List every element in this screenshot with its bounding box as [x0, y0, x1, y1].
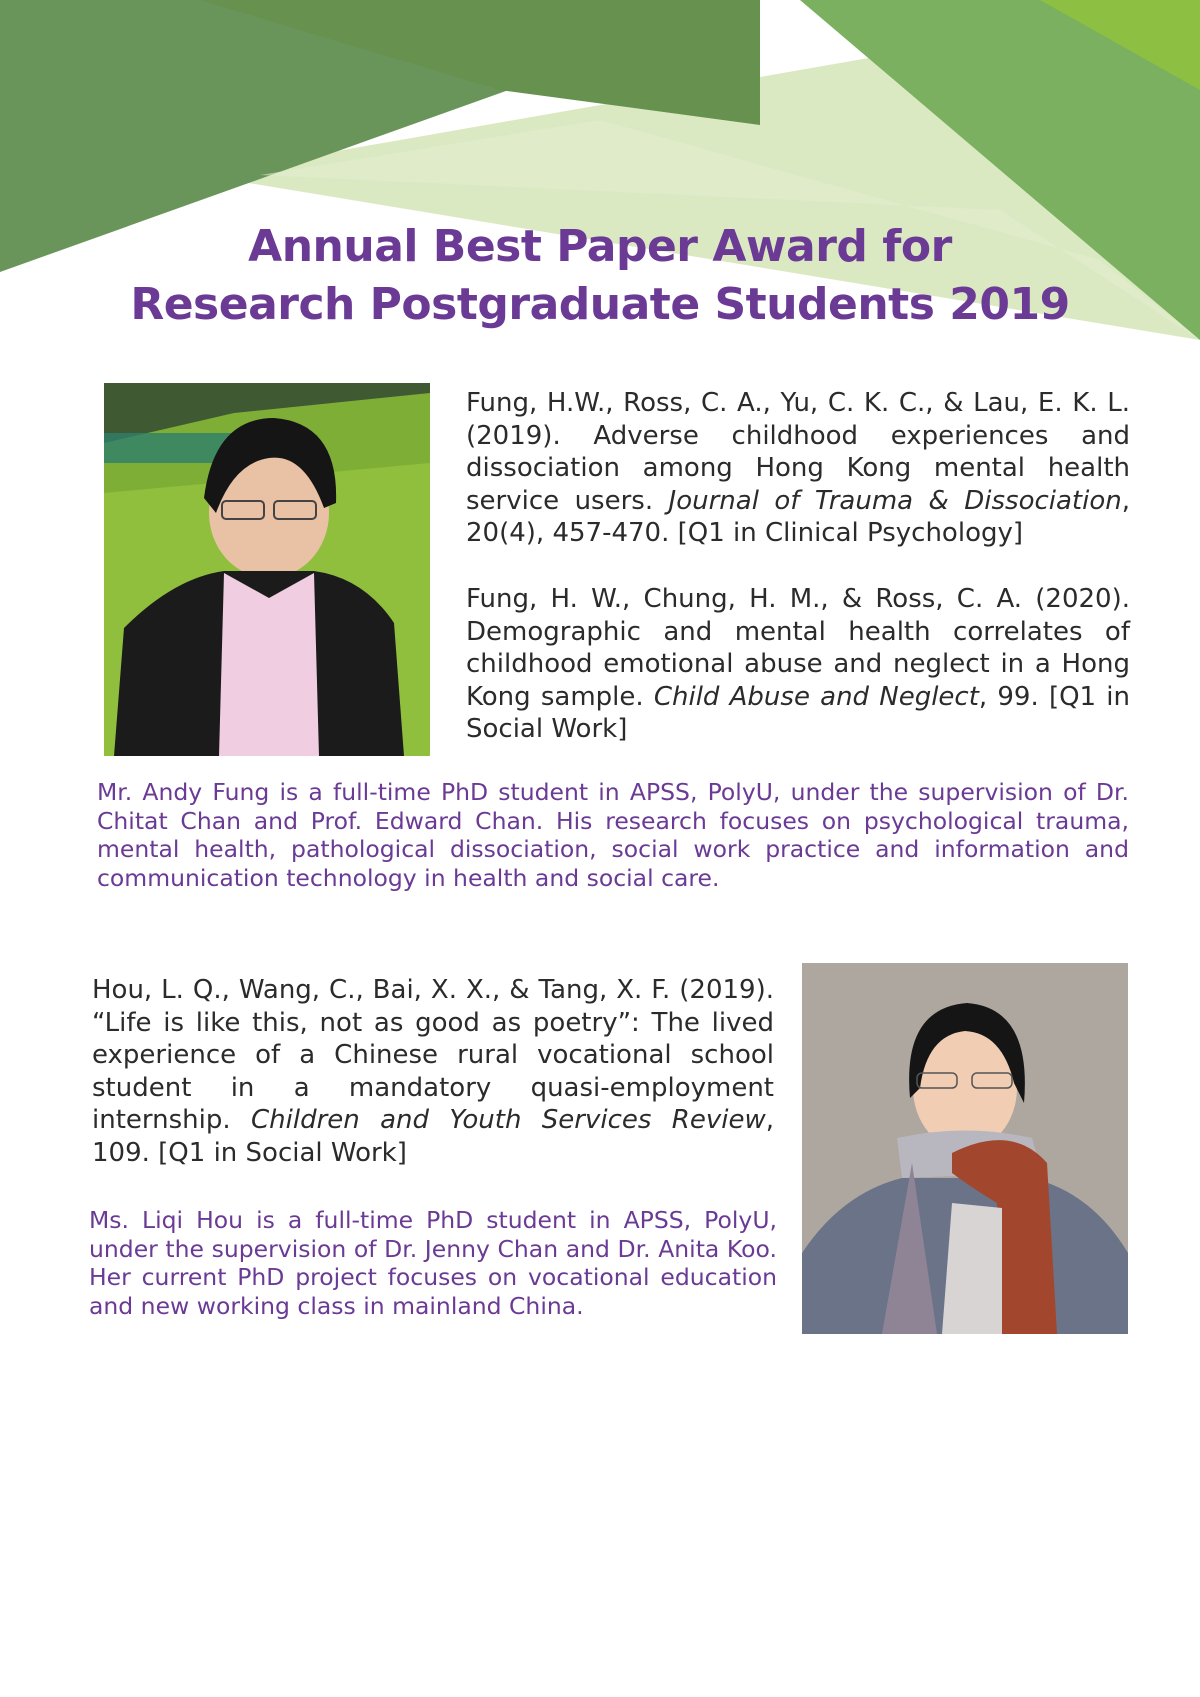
- awardee-1-citation-1: [466, 387, 1130, 550]
- awardee-2-citation-1: [92, 974, 774, 1170]
- citation-authors-title: Fung, H. W., Chung, H. M., & Ross, C. A. (2020). Demographic and mental health correlates of childhood emotional abuse and neglect in a Hong Kong sample.: [466, 584, 1130, 712]
- page-title: [0, 218, 1200, 334]
- awardee-1-bio: Mr. Andy Fung is a full-time PhD student in APSS, PolyU, under the supervision of Dr. Chitat Chan and Prof. Edward Chan. His research focuses on psychological trauma, mental health, pathological dissociation, social work practice and information and communication technology in health and social care.: [97, 778, 1129, 892]
- citation-authors-title: Fung, H.W., Ross, C. A., Yu, C. K. C., & Lau, E. K. L. (2019). Adverse childhood experiences and dissociation among Hong Kong mental health service users.: [466, 388, 1130, 516]
- citation-journal: Children and Youth Services Review: [250, 1105, 766, 1136]
- citation-authors-title: Hou, L. Q., Wang, C., Bai, X. X., & Tang, X. F. (2019). “Life is like this, not as good as poetry”: The lived experience of a Chinese rural vocational school student in a mandatory quasi-employment internship.: [92, 975, 774, 1136]
- awardee-2-photo: [802, 963, 1128, 1334]
- page-title-line-1: Annual Best Paper Award for: [248, 221, 952, 272]
- citation-journal: Child Abuse and Neglect: [653, 681, 979, 712]
- page-title-line-2: Research Postgraduate Students 2019: [130, 279, 1070, 330]
- citation-journal: Journal of Trauma & Dissociation: [668, 485, 1122, 516]
- awardee-2-bio: Ms. Liqi Hou is a full-time PhD student in APSS, PolyU, under the supervision of Dr. Jenny Chan and Dr. Anita Koo. Her current PhD project focuses on vocational education and new working class in mainland China.: [89, 1206, 777, 1320]
- awardee-1-photo: [104, 383, 430, 756]
- citation-volume-ranking: , 109. [Q1 in Social Work]: [92, 1105, 774, 1168]
- awardee-1-citation-2: [466, 583, 1130, 746]
- citation-volume-ranking: , 20(4), 457-470. [Q1 in Clinical Psychology]: [466, 485, 1131, 549]
- citation-volume-ranking: , 99. [Q1 in Social Work]: [466, 681, 1130, 745]
- photo-placeholder-icon: [802, 963, 1128, 1334]
- photo-placeholder-icon: [104, 383, 430, 756]
